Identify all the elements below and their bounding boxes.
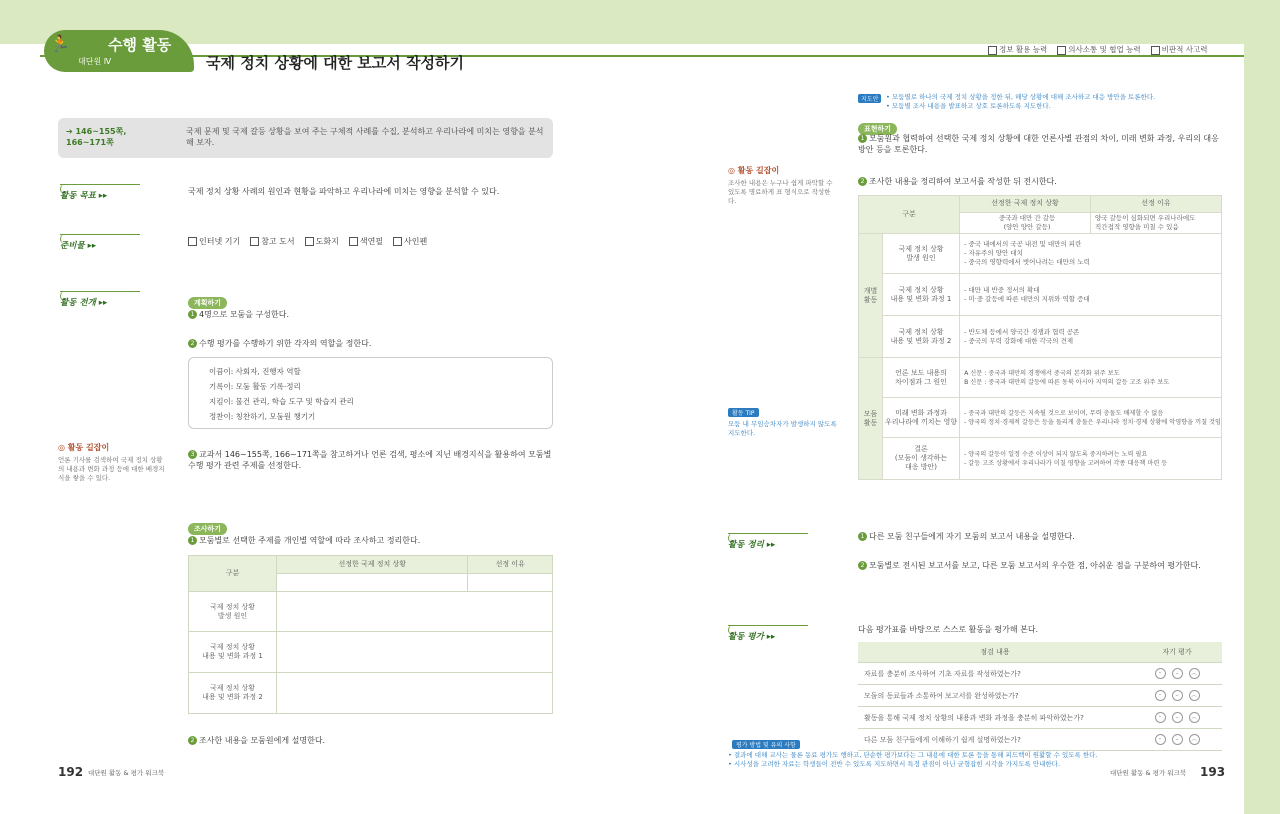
roles-box xyxy=(188,357,553,429)
eval-label: 활동 평가 ▸▸ xyxy=(728,625,808,642)
wrap-label: 활동 정리 ▸▸ xyxy=(728,533,808,550)
guide-title: ◎ 활동 길잡이 xyxy=(58,443,110,452)
row-label: 국제 정치 상황 내용 및 변화 과정 1 xyxy=(882,274,959,316)
eval-item: 모둠의 동료들과 소통하여 보고서를 완성하였는가? xyxy=(858,685,1132,707)
report-table xyxy=(858,195,1222,480)
row-value: - 중국 내에서의 국공 내전 및 대만의 피란 - 자유주의 양안 대치 - 중국의 영향력에서 벗어나려는 대만의 노력 xyxy=(960,234,1222,274)
competency-item: 정보 활용 능력 xyxy=(988,44,1047,55)
badge-sub: 대단원 Ⅳ xyxy=(78,57,112,66)
step-1: 1 4명으로 모둠을 구성한다. xyxy=(188,309,289,320)
wrap-step-2: 2 모둠별로 전시된 보고서를 보고, 다른 모둠 보고서의 우수한 점, 아쉬운 점을 구분하여 평가한다. xyxy=(858,560,1201,571)
row-label: 국제 정치 상황 발생 원인 xyxy=(882,234,959,274)
group-individual: 개별 활동 xyxy=(859,234,883,358)
prep-label: 준비물 ▸▸ xyxy=(60,234,140,251)
col-self: 자기 평가 xyxy=(1132,642,1222,663)
method-item: • 시사성을 고려한 자료는 학생들이 전반 수 있도록 지도하면서 특정 관점이 아닌 균형잡힌 시각을 가지도록 안내한다. xyxy=(728,760,1061,768)
research-table xyxy=(188,555,553,714)
step-3: 3 교과서 146~155쪽, 166~171쪽을 참고하거나 언론 검색, 평소에 지닌 배경지식을 활용하여 모둠별 수행 평가 관련 주제를 선정한다. xyxy=(188,450,552,470)
frown-icon[interactable]: ︵ xyxy=(1189,690,1200,701)
eval-text: 다음 평가표를 바탕으로 스스로 활동을 평가해 본다. xyxy=(858,625,1039,634)
col-check: 점검 내용 xyxy=(858,642,1132,663)
goal-label: 활동 목표 ▸▸ xyxy=(60,184,140,201)
page-label-right: 대단원 활동 & 평가 워크북 xyxy=(1110,769,1187,777)
neutral-icon[interactable]: – xyxy=(1172,690,1183,701)
face-group[interactable] xyxy=(1132,707,1222,729)
step-2: 2 수행 평가를 수행하기 위한 각자의 역할을 정한다. xyxy=(188,338,371,349)
right-guide xyxy=(728,165,838,206)
eval-item: 다른 모둠 친구들에게 이해하기 쉽게 설명하였는가? xyxy=(858,729,1132,751)
neutral-icon[interactable]: – xyxy=(1172,734,1183,745)
left-guide xyxy=(58,442,168,483)
tip-tag: 활동 TIP xyxy=(728,408,759,417)
express-pill: 표현하기 xyxy=(858,116,897,135)
reason-cell[interactable] xyxy=(468,574,553,592)
eval-item: 활동을 통해 국제 정치 상황의 내용과 변화 과정을 충분히 파악하였는가? xyxy=(858,707,1132,729)
guide-title: ◎ 활동 길잡이 xyxy=(728,166,780,175)
row-label: 언론 보도 내용의 차이점과 그 원인 xyxy=(882,358,959,398)
prep-item: 사인펜 xyxy=(393,236,427,247)
guide-text: 언론 기사를 검색하여 국제 정치 상황의 내용과 변화 과정 등에 대한 배경지식을 쌓을 수 있다. xyxy=(58,456,165,482)
activity-badge xyxy=(44,30,194,72)
method-item: • 결과에 대해 교사는 물론 동료 평가도 행하고, 단순한 평가보다는 그 내용에 대한 토론 등을 통해 피드백이 원활할 수 있도록 한다. xyxy=(728,751,1098,759)
row-value: - 대만 내 반중 정서의 확대 - 미·중 갈등에 따른 대만의 지위와 역할 증대 xyxy=(960,274,1222,316)
dev-label: 활동 전개 ▸▸ xyxy=(60,291,140,308)
top-band xyxy=(0,0,1280,44)
row-label: 미래 변화 과정과 우리나라에 끼치는 영향 xyxy=(882,398,959,438)
frown-icon[interactable]: ︵ xyxy=(1189,734,1200,745)
role-item: 정찬이: 칭찬하기, 모둠원 챙기기 xyxy=(209,412,316,421)
row-label: 국제 정치 상황 내용 및 변화 과정 2 xyxy=(882,316,959,358)
col-sel: 선정한 국제 정치 상황 xyxy=(277,556,468,574)
row-label: 국제 정치 상황 내용 및 변화 과정 1 xyxy=(189,632,277,673)
col-reason: 선정 이유 xyxy=(468,556,553,574)
row-value: - 반도체 등에서 양국간 경쟁과 협력 공존 - 중국의 무력 강화에 대한 각국의 견제 xyxy=(960,316,1222,358)
reference-box xyxy=(58,118,553,158)
prep-item: 도화지 xyxy=(305,236,339,247)
wrap-step-1: 1 다른 모둠 친구들에게 자기 모둠의 보고서 내용을 설명한다. xyxy=(858,531,1075,542)
sel-cell[interactable] xyxy=(277,574,468,592)
method-notes xyxy=(728,751,1148,769)
competency-list xyxy=(988,44,1207,55)
prep-item: 색연필 xyxy=(349,236,383,247)
face-group[interactable] xyxy=(1132,729,1222,751)
sel-value: 중국과 대만 간 갈등 (양안 양안 갈등) xyxy=(960,212,1091,233)
method-tag: 평가 방법 및 유의 사항 xyxy=(732,740,800,749)
prep-list xyxy=(188,236,427,247)
eval-table xyxy=(858,642,1222,751)
smile-icon[interactable]: ᵕ xyxy=(1155,690,1166,701)
row-value: - 중국과 대만의 갈등은 지속될 것으로 보이며, 무력 충돌도 배제할 수 없음 - 양국의 정치·경제적 갈등은 등을 돌리게 충돌은 우리나라 정치·경제 상황에 악영향을 끼칠 것임 xyxy=(960,398,1222,438)
frown-icon[interactable]: ︵ xyxy=(1189,712,1200,723)
page-number-left: 192 xyxy=(58,765,84,779)
smile-icon[interactable]: ᵕ xyxy=(1155,668,1166,679)
research-step-1: 1 모둠별로 선택한 주제를 개인별 역할에 따라 조사하고 정리한다. xyxy=(188,535,420,546)
face-group[interactable] xyxy=(1132,685,1222,707)
col-reason: 선정 이유 xyxy=(1091,196,1222,213)
badge-title: 수행 활동 xyxy=(108,36,172,54)
smile-icon[interactable]: ᵕ xyxy=(1155,712,1166,723)
right-band xyxy=(1244,0,1280,814)
answer-cell[interactable] xyxy=(277,632,553,673)
prep-item: 참고 도서 xyxy=(250,236,294,247)
guide-icon: ◎ xyxy=(728,166,738,175)
row-value: A 신문 : 중국과 대만의 경쟁에서 중국의 본격화 위주 보도 B 신문 : 중국과 대만의 갈등에 따른 동북 아시아 지역의 갈등 고조 위주 보도 xyxy=(960,358,1222,398)
col-div: 구분 xyxy=(859,196,960,234)
tip-text: 모둠 내 무임승차자가 발생하지 않도록 지도한다. xyxy=(728,420,837,437)
runner-icon: 🏃 xyxy=(50,34,70,53)
guide-icon: ◎ xyxy=(58,443,68,452)
smile-icon[interactable]: ᵕ xyxy=(1155,734,1166,745)
role-item: 기록이: 모둠 활동 기록·정리 xyxy=(209,382,301,391)
neutral-icon[interactable]: – xyxy=(1172,668,1183,679)
col-sel: 선정한 국제 정치 상황 xyxy=(960,196,1091,213)
eval-item: 자료를 충분히 조사하여 기초 자료를 작성하였는가? xyxy=(858,663,1132,685)
row-label: 결론 (모둠이 생각하는 대응 방안) xyxy=(882,438,959,480)
express-step-2: 2 조사한 내용을 정리하여 보고서를 작성한 뒤 전시한다. xyxy=(858,176,1057,187)
answer-cell[interactable] xyxy=(277,592,553,632)
reference-text: 국제 문제 및 국제 갈등 상황을 보여 주는 구체적 사례를 수집, 분석하고 우리나라에 미치는 영향을 분석해 보자. xyxy=(186,127,544,147)
reference-pages: ➔ 146~155쪽, 166~171쪽 xyxy=(66,127,127,147)
group-team: 모둠 활동 xyxy=(859,358,883,480)
research-step-2: 2 조사한 내용을 모둠원에게 설명한다. xyxy=(188,735,325,746)
face-group[interactable] xyxy=(1132,663,1222,685)
note-item: • 모둠별로 하나의 국제 정치 상황을 정한 뒤, 해당 상황에 대해 조사하고 대응 방안을 토론한다. xyxy=(886,93,1156,101)
competency-item: 의사소통 및 협업 능력 xyxy=(1057,44,1140,55)
page-label-left: 대단원 활동 & 평가 워크북 xyxy=(88,769,165,777)
guide-text: 조사한 내용은 누구나 쉽게 파악할 수 있도록 명료하게 표 형식으로 작성한다. xyxy=(728,179,833,205)
goal-text: 국제 정치 상황 사례의 원인과 현황을 파악하고 우리나라에 미치는 영향을 분석할 수 있다. xyxy=(188,187,500,196)
row-label: 국제 정치 상황 내용 및 변화 과정 2 xyxy=(189,673,277,714)
role-item: 이끔이: 사회자, 진행자 역할 xyxy=(209,367,301,376)
research-pill: 조사하기 xyxy=(188,516,227,535)
teacher-notes xyxy=(886,93,1226,111)
competency-item: 비판적 사고력 xyxy=(1151,44,1208,55)
answer-cell[interactable] xyxy=(277,673,553,714)
frown-icon[interactable]: ︵ xyxy=(1189,668,1200,679)
col-div: 구분 xyxy=(189,556,277,592)
row-value: - 양국의 갈등이 일정 수준 이상이 되지 않도록 중지하려는 노력 필요 - 갈등 고조 상황에서 우리나라가 미칠 영향을 고려하여 각종 대응책 마련 등 xyxy=(960,438,1222,480)
role-item: 지킴이: 물건 관리, 학습 도구 및 학습지 관리 xyxy=(209,397,354,406)
neutral-icon[interactable]: – xyxy=(1172,712,1183,723)
plan-pill: 계획하기 xyxy=(188,290,227,309)
row-label: 국제 정치 상황 발생 원인 xyxy=(189,592,277,632)
reason-value: 양국 갈등이 심화되면 우리나라에도 직간접적 영향을 미칠 수 있음 xyxy=(1091,212,1222,233)
page-title: 국제 정치 상황에 대한 보고서 작성하기 xyxy=(206,54,464,72)
express-step-1: 1 모둠원과 협력하여 선택한 국제 정치 상황에 대한 언론사별 관점의 차이, 미래 변화 과정, 우리의 대응 방안 등을 토론한다. xyxy=(858,134,1219,154)
note-item: • 모둠별 조사 내용을 발표하고 상호 토론하도록 지도한다. xyxy=(886,102,1051,110)
page-number-right: 193 xyxy=(1200,765,1226,779)
note-tag: 지도안 xyxy=(858,94,881,103)
prep-item: 인터넷 기기 xyxy=(188,236,240,247)
